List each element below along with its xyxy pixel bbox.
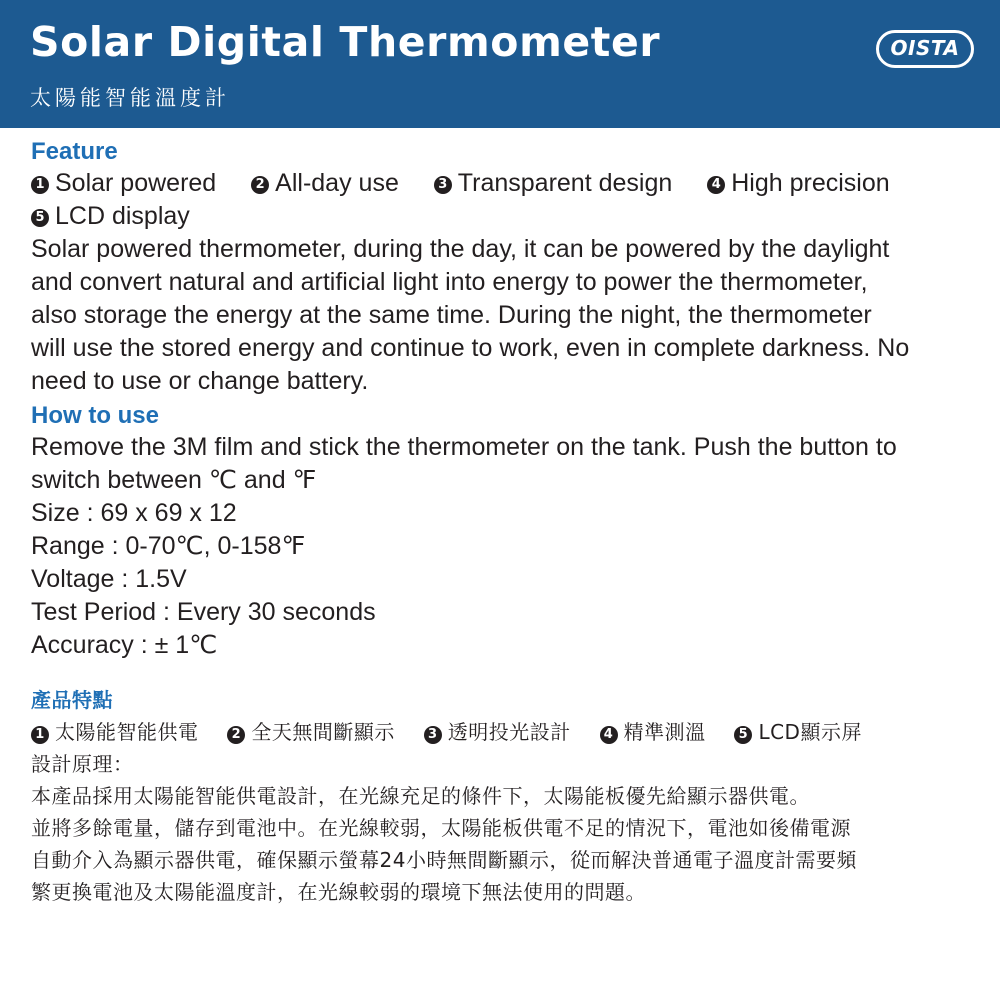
zh-description-line: 並將多餘電量，儲存到電池中。在光線較弱，太陽能板供電不足的情況下，電池如後備電源 xyxy=(31,816,851,840)
zh-feature-label: 透明投光設計 xyxy=(447,720,571,744)
spec-accuracy: Accuracy : ± 1℃ xyxy=(31,631,218,659)
howto-line: Remove the 3M film and stick the thermometer on the tank. Push the button to xyxy=(31,433,897,461)
zh-section xyxy=(31,716,976,908)
zh-feature-label: 精準測溫 xyxy=(623,720,706,744)
number-badge: 2 xyxy=(227,726,245,744)
howto-heading: How to use xyxy=(31,402,160,429)
zh-feature-item xyxy=(424,716,571,748)
feature-description-line: and convert natural and artificial light into energy to power the thermometer, xyxy=(31,268,868,296)
feature-label: All-day use xyxy=(275,169,399,197)
feature-description-line: need to use or change battery. xyxy=(31,367,369,395)
number-badge: 5 xyxy=(31,209,49,227)
spec-voltage: Voltage : 1.5V xyxy=(31,565,187,593)
zh-feature-label: 太陽能智能供電 xyxy=(55,720,199,744)
zh-description-line: 自動介入為顯示器供電，確保顯示螢幕24小時無間斷顯示，從而解決普通電子溫度計需要頻 xyxy=(31,848,857,872)
zh-feature-label: 全天無間斷顯示 xyxy=(251,720,395,744)
feature-description-line: will use the stored energy and continue to work, even in complete darkness. No xyxy=(31,334,910,362)
main-content xyxy=(31,137,976,908)
number-badge: 2 xyxy=(251,176,269,194)
number-badge: 1 xyxy=(31,726,49,744)
zh-feature-item xyxy=(600,716,706,748)
feature-list-row-1 xyxy=(31,167,976,200)
zh-description-line: 本產品採用太陽能智能供電設計，在光線充足的條件下，太陽能板優先給顯示器供電。 xyxy=(31,784,810,808)
spec-size: Size : 69 x 69 x 12 xyxy=(31,499,237,527)
number-badge: 5 xyxy=(734,726,752,744)
spec-test-period: Test Period : Every 30 seconds xyxy=(31,598,376,626)
feature-description-line: Solar powered thermometer, during the day, it can be powered by the daylight xyxy=(31,235,890,263)
zh-feature-item xyxy=(227,716,395,748)
number-badge: 3 xyxy=(424,726,442,744)
zh-feature-heading: 產品特點 xyxy=(31,688,113,712)
feature-label: Transparent design xyxy=(457,169,673,197)
feature-item xyxy=(707,167,889,200)
zh-feature-item xyxy=(734,716,862,748)
page-title: Solar Digital Thermometer xyxy=(30,18,661,66)
zh-feature-label: LCD顯示屏 xyxy=(758,720,862,744)
zh-description-line: 繁更換電池及太陽能溫度計，在光線較弱的環境下無法使用的問題。 xyxy=(31,880,646,904)
feature-list-row-2 xyxy=(31,200,976,233)
feature-item xyxy=(31,167,216,200)
feature-item xyxy=(251,167,399,200)
feature-heading: Feature xyxy=(31,138,118,165)
howto-line: switch between ℃ and ℉ xyxy=(31,466,317,494)
number-badge: 4 xyxy=(600,726,618,744)
spec-range: Range : 0-70℃, 0-158℉ xyxy=(31,532,306,560)
feature-item xyxy=(31,200,190,233)
header-banner xyxy=(0,0,1000,128)
zh-feature-item xyxy=(31,716,199,748)
number-badge: 1 xyxy=(31,176,49,194)
feature-label: High precision xyxy=(731,169,890,197)
brand-logo-text: OISTA xyxy=(890,36,960,60)
page-subtitle: 太陽能智能溫度計 xyxy=(30,86,230,110)
number-badge: 3 xyxy=(434,176,452,194)
zh-feature-list xyxy=(31,716,976,748)
zh-principle-label: 設計原理： xyxy=(31,752,134,776)
feature-description-line: also storage the energy at the same time. During the night, the thermometer xyxy=(31,301,872,329)
brand-logo xyxy=(876,30,974,68)
feature-label: LCD display xyxy=(55,202,190,230)
feature-item xyxy=(434,167,672,200)
feature-label: Solar powered xyxy=(55,169,217,197)
number-badge: 4 xyxy=(707,176,725,194)
